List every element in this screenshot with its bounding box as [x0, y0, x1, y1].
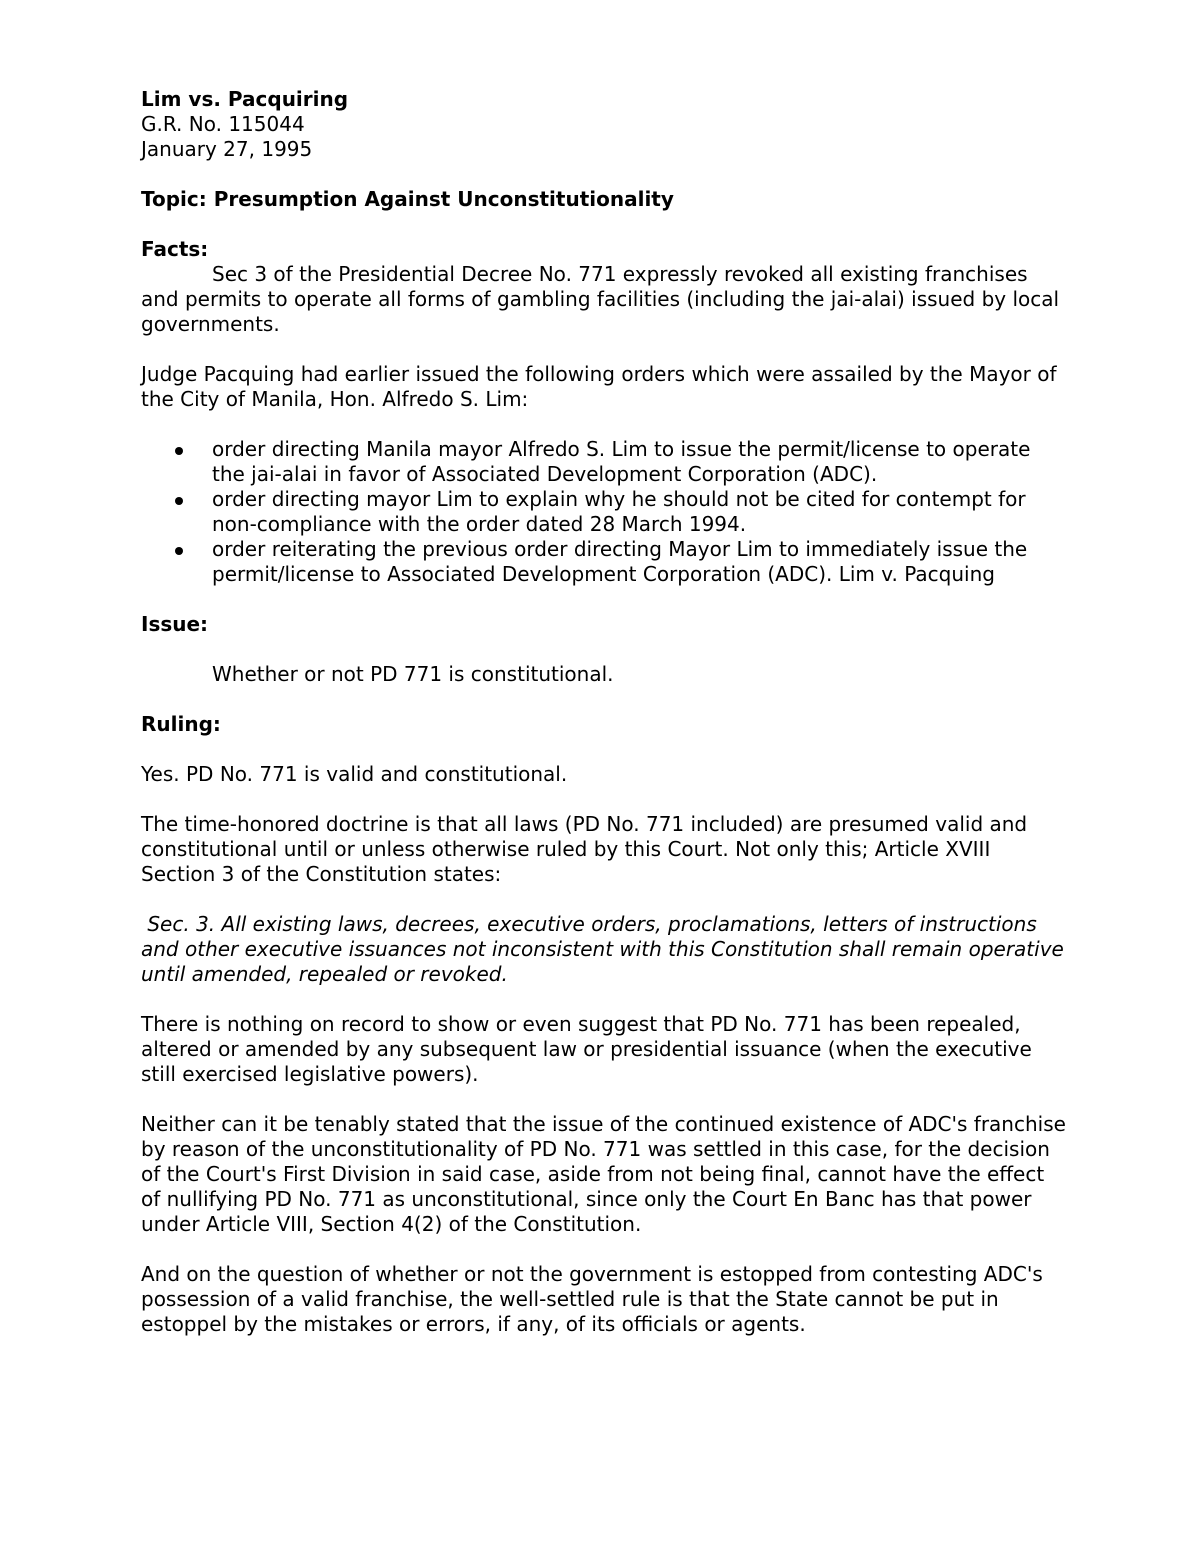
bullet-icon [175, 547, 183, 555]
orders-list [141, 437, 1066, 587]
facts-paragraph-1: Sec 3 of the Presidential Decree No. 771 expressly revoked all existing franchises and permits to operate all forms of gambling facilities (including the jai-alai) issued by local governments. [141, 262, 1060, 336]
ruling-paragraph-5: And on the question of whether or not the government is estopped from contesting ADC's possession of a valid franchise, the well-settled rule is that the State cannot be put in estoppel by the mistakes or errors, if any, of its officials or agents. [141, 1262, 1043, 1336]
facts-paragraph-2: Judge Pacquing had earlier issued the following orders which were assailed by the Mayor of the City of Manila, Hon. Alfredo S. Lim: [141, 362, 1057, 411]
list-item-text: order directing mayor Lim to explain why he should not be cited for contempt for non-compliance with the order dated 28 March 1994. [212, 487, 1026, 536]
ruling-paragraph-2: The time-honored doctrine is that all laws (PD No. 771 included) are presumed valid and constitutional until or unless otherwise ruled by this Court. Not only this; Article XVIII Section 3 of the Constitution states: [141, 812, 1028, 886]
constitution-quote: Sec. 3. All existing laws, decrees, executive orders, proclamations, letters of instructions and other executive issuances not inconsistent with this Constitution shall remain operative until amended, repealed or revoked. [141, 912, 1071, 986]
case-title: Lim vs. Pacquiring [141, 87, 349, 111]
bullet-icon [175, 497, 183, 505]
list-item-text: order reiterating the previous order directing Mayor Lim to immediately issue the permit/license to Associated Development Corporation (ADC). Lim v. Pacquing [212, 537, 1028, 586]
document-page [141, 87, 1071, 1337]
list-item [141, 487, 1066, 537]
ruling-paragraph-1: Yes. PD No. 771 is valid and constitutional. [141, 762, 568, 786]
facts-heading: Facts: [141, 237, 209, 261]
ruling-paragraph-3: There is nothing on record to show or even suggest that PD No. 771 has been repealed, altered or amended by any subsequent law or presidential issuance (when the executive still exercised legislative powers). [141, 1012, 1032, 1086]
topic-heading: Topic: Presumption Against Unconstitutionality [141, 187, 674, 211]
list-item [141, 537, 1066, 587]
case-date: January 27, 1995 [141, 137, 313, 161]
case-gr-number: G.R. No. 115044 [141, 112, 305, 136]
list-item [141, 437, 1066, 487]
ruling-heading: Ruling: [141, 712, 221, 736]
bullet-icon [175, 447, 183, 455]
issue-heading: Issue: [141, 612, 209, 636]
issue-text: Whether or not PD 771 is constitutional. [212, 662, 614, 686]
ruling-paragraph-4: Neither can it be tenably stated that the issue of the continued existence of ADC's franchise by reason of the unconstitutionality of PD No. 771 was settled in this case, for the decision of the Court's First Division in said case, aside from not being final, cannot have the effect of nullifying PD No. 771 as unconstitutional, since only the Court En Banc has that power under Article VIII, Section 4(2) of the Constitution. [141, 1112, 1066, 1236]
list-item-text: order directing Manila mayor Alfredo S. Lim to issue the permit/license to operate the jai-alai in favor of Associated Development Corporation (ADC). [212, 437, 1031, 486]
